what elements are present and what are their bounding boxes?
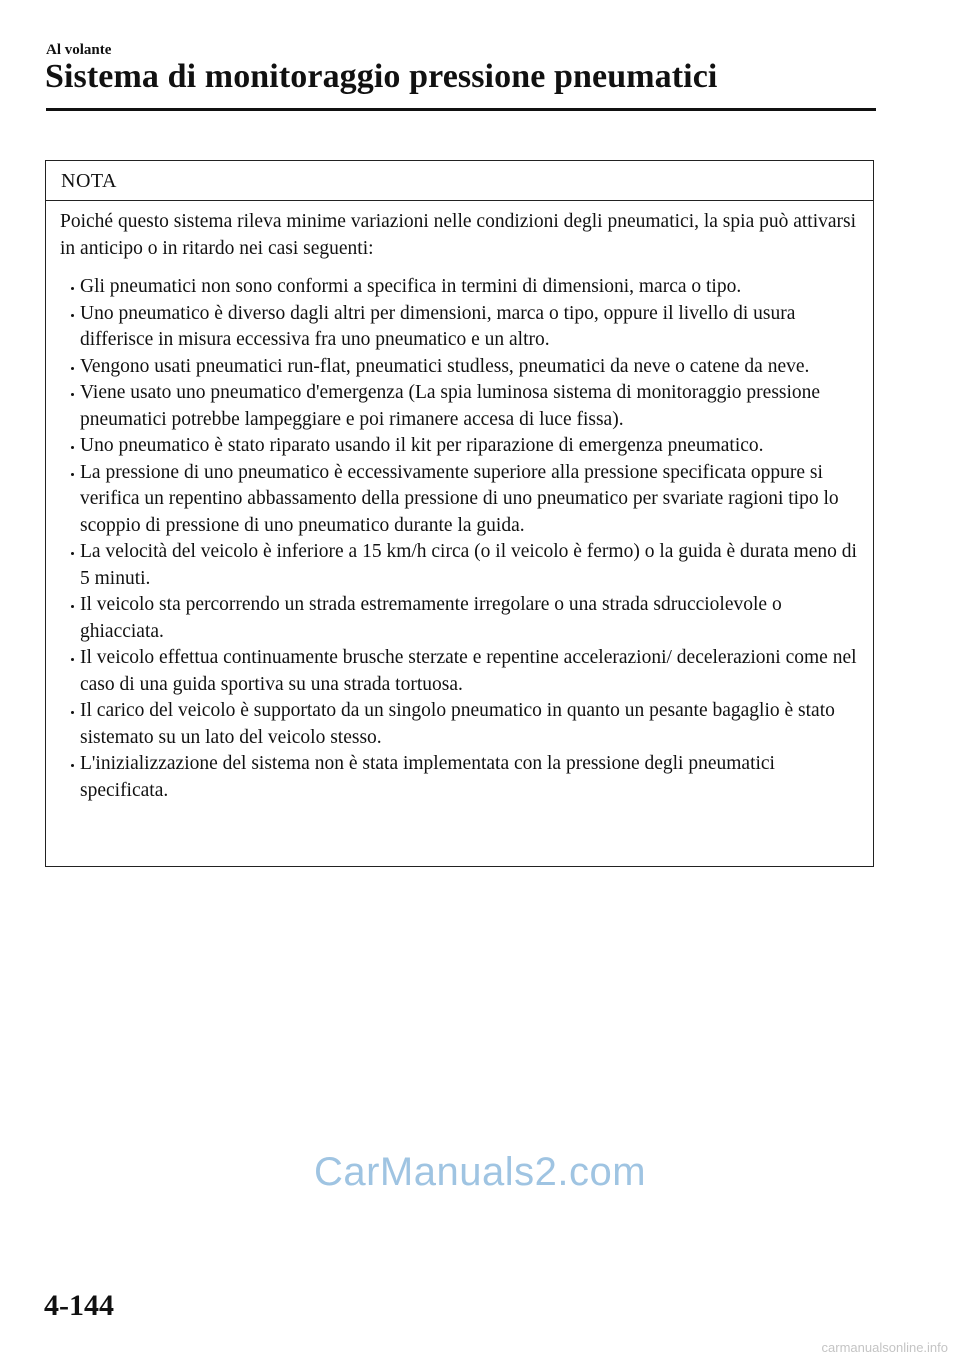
bullet-dot-icon	[71, 473, 74, 476]
bullet-text: La pressione di uno pneumatico è eccessivamente superiore alla pressione specificata oppure si verifica un repentino abbassamento della pressione di uno pneumatico per svariate ragioni tipo lo scoppio di pressione di uno pneumatico durante la guida.	[80, 461, 839, 536]
page-number: 4-144	[44, 1289, 114, 1322]
bullet-text: Il carico del veicolo è supportato da un singolo pneumatico in quanto un pesante bagaglio è stato sistemato su un lato del veicolo stesso.	[80, 700, 835, 748]
bullet-dot-icon	[71, 446, 74, 449]
bullet-dot-icon	[71, 764, 74, 767]
bullet-dot-icon	[71, 605, 74, 608]
bullet-text: Viene usato uno pneumatico d'emergenza (La spia luminosa sistema di monitoraggio pressione pneumatici potrebbe lampeggiare e poi rimanere accesa di luce fissa).	[80, 382, 821, 430]
section-label: Al volante	[46, 42, 112, 58]
bullet-dot-icon	[71, 367, 74, 370]
bullet-item	[60, 380, 861, 433]
bullet-item	[60, 645, 861, 698]
page-title: Sistema di monitoraggio pressione pneumatici	[45, 58, 718, 95]
bullet-dot-icon	[71, 314, 74, 317]
note-intro: Poiché questo sistema rileva minime variazioni nelle condizioni degli pneumatici, la spia può attivarsi in anticipo o in ritardo nei casi seguenti:	[60, 211, 857, 259]
bullet-item	[60, 301, 861, 354]
bullet-item	[60, 354, 861, 381]
bullet-text: L'inizializzazione del sistema non è stata implementata con la pressione degli pneumatici specificata.	[80, 753, 775, 801]
bullet-item	[60, 751, 861, 804]
bullet-item	[60, 460, 861, 540]
bullet-dot-icon	[71, 711, 74, 714]
bullet-text: Vengono usati pneumatici run-flat, pneumatici studless, pneumatici da neve o catene da neve.	[80, 355, 810, 377]
bullet-item	[60, 592, 861, 645]
note-box	[45, 160, 874, 867]
footer-url: carmanualsonline.info	[821, 1340, 948, 1355]
bullet-item	[60, 539, 861, 592]
bullet-text: Uno pneumatico è stato riparato usando il kit per riparazione di emergenza pneumatico.	[80, 435, 764, 456]
bullet-text: Gli pneumatici non sono conformi a specifica in termini di dimensioni, marca o tipo.	[80, 276, 742, 297]
note-heading: NOTA	[46, 161, 873, 201]
watermark-logo: CarManuals2.com	[313, 1150, 647, 1194]
bullet-dot-icon	[71, 393, 74, 396]
bullet-item	[60, 698, 861, 751]
bullet-item	[60, 274, 861, 301]
bullet-text: Uno pneumatico è diverso dagli altri per dimensioni, marca o tipo, oppure il livello di usura differisce in misura eccessiva fra uno pneumatico e un altro.	[80, 302, 796, 350]
bullet-text: Il veicolo effettua continuamente brusche sterzate e repentine accelerazioni/ decelerazioni come nel caso di una guida sportiva su una strada tortuosa.	[80, 647, 857, 695]
note-bullet-list	[60, 274, 861, 804]
note-body	[46, 201, 873, 804]
bullet-dot-icon	[71, 287, 74, 290]
bullet-dot-icon	[71, 658, 74, 661]
bullet-text: Il veicolo sta percorrendo un strada estremamente irregolare o una strada sdrucciolevole o ghiacciata.	[80, 594, 782, 642]
title-rule	[46, 108, 876, 111]
bullet-item	[60, 433, 861, 460]
bullet-dot-icon	[71, 552, 74, 555]
bullet-text: La velocità del veicolo è inferiore a 15 km/h circa (o il veicolo è fermo) o la guida è durata meno di 5 minuti.	[80, 541, 857, 589]
